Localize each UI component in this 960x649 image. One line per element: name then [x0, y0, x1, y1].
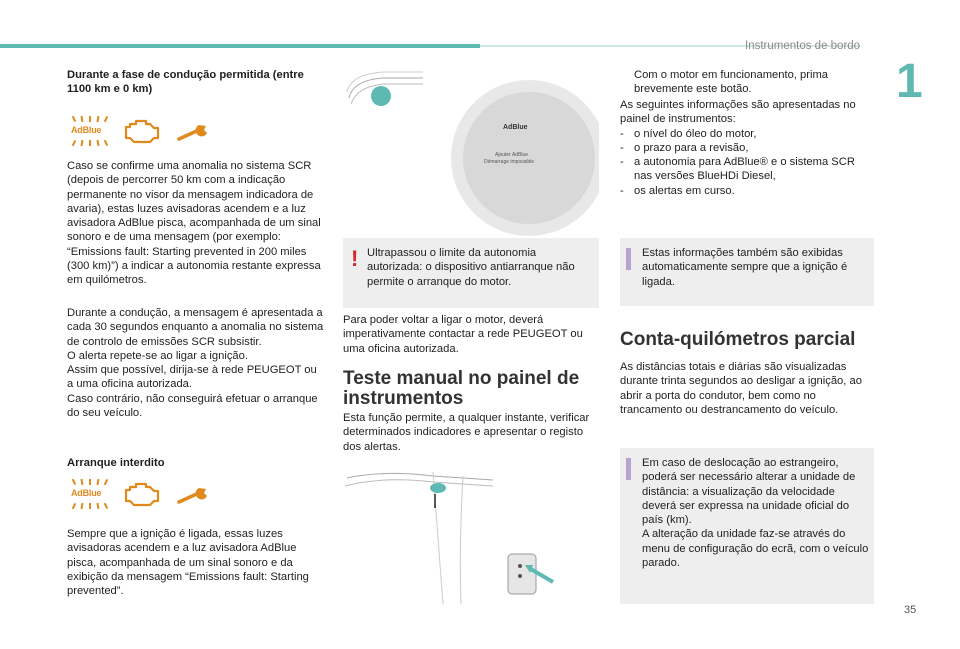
gauge-message-add: Ajouter AdBlue: [495, 152, 529, 158]
header-accent-bar: [0, 44, 480, 48]
info-icon: [626, 458, 631, 480]
info-note-units: [620, 448, 874, 604]
info-note-units-text: Em caso de deslocação ao estrangeiro, poderá ser necessário alterar a unidade de distância: a visualização da velocidade deverá ser expressa na unidade oficial do país (km). A alteração da unidade faz-se através do menu de configuração do ecrã, com o veículo parado.: [642, 457, 869, 570]
trip-reset-button: [430, 483, 446, 493]
info-list: [620, 98, 874, 198]
warning-note: [343, 238, 599, 308]
paragraph-line: Durante a condução, a mensagem é apresentada a cada 30 segundos enquanto a anomalia no sistema de controlo de emissões SCR subsistir.: [67, 307, 324, 348]
adblue-lamp-label: AdBlue: [71, 125, 102, 135]
adblue-lamp-label: AdBlue: [71, 488, 102, 498]
engine-fault-icon: [123, 480, 163, 508]
paragraph-line: Assim que possível, dirija-se à rede PEUGEOT ou a uma oficina autorizada.: [67, 364, 317, 391]
heading-driving-phase: Durante a fase de condução permitida (entre 1100 km e 0 km): [67, 69, 304, 96]
paragraph-start-prohibited: Sempre que a ignição é ligada, essas luzes avisadoras acendem e a luz avisadora AdBlue pisca, acompanhada de um sinal sonoro e da exibição da mensagem “Emissions fault: Starting prevented”.: [67, 528, 309, 598]
list-item: - o nível do óleo do motor,: [620, 127, 757, 140]
service-wrench-icon: [175, 480, 215, 508]
warning-icon: !: [351, 246, 359, 271]
indicator-dot: [371, 86, 391, 106]
paragraph-contact-network: Para poder voltar a ligar o motor, deverá imperativamente contactar a rede PEUGEOT ou uma oficina autorizada.: [343, 314, 583, 355]
warning-text: Ultrapassou o limite da autonomia autorizada: o dispositivo antiarranque não permite o arranque do motor.: [367, 247, 575, 288]
info-icon: [626, 248, 631, 270]
instrument-panel-illustration: [343, 68, 599, 236]
gauge-adblue-label: AdBlue: [503, 124, 528, 131]
chapter-number: 1: [896, 55, 923, 108]
paragraph-line: O alerta repete-se ao ligar a ignição.: [67, 349, 248, 362]
list-item: - o prazo para a revisão,: [620, 141, 749, 154]
paragraph-driving-message: [67, 306, 325, 420]
paragraph-scr-fault: Caso se confirme uma anomalia no sistema SCR (depois de percorrer 50 km com a indicação permanente no visor da mensagem indicadora de avaria), estas luzes avisadoras acendem e a luz avisadora AdBlue pisca, acompanhada de um sinal sonoro e de uma mensagem (por exemplo: “Emissions fault: Starting prevented in 200 miles (300 km)”) a indicar a autonomia restante expressa em quilómetros.: [67, 160, 321, 287]
paragraph-manual-test: Esta função permite, a qualquer instante, verificar determinados indicadores e apresentar o registo dos alertas.: [343, 412, 590, 453]
step-press-button: [620, 68, 874, 97]
dashboard-button-illustration: [343, 466, 599, 606]
section-title: Instrumentos de bordo: [745, 40, 861, 52]
heading-manual-test: Teste manual no painel de instrumentos: [343, 368, 580, 409]
adblue-lamp-icon: [67, 116, 111, 146]
adblue-lamp-icon: [67, 479, 111, 509]
heading-start-prohibited: Arranque interdito: [67, 457, 165, 469]
gauge-message-start: Démarrage impossible: [484, 159, 535, 165]
list-item: - a autonomia para AdBlue® e o sistema SCR nas versões BlueHDi Diesel,: [620, 156, 855, 183]
list-item: - os alertas em curso.: [620, 184, 735, 197]
paragraph-line: Caso contrário, não conseguirá efetuar o arranque do seu veículo.: [67, 392, 318, 420]
page-number: 35: [904, 604, 917, 616]
service-wrench-icon: [175, 117, 215, 145]
paragraph-trip-meter: As distâncias totais e diárias são visualizadas durante trinta segundos ao desligar a ignição, ao abrir a porta do condutor, bem como no trancamento ou destrancamento do veículo.: [620, 361, 862, 416]
info-note-text: Estas informações também são exibidas automaticamente sempre que a ignição é ligada.: [642, 247, 848, 288]
engine-fault-icon: [123, 117, 163, 145]
info-list-intro: As seguintes informações são apresentadas no painel de instrumentos:: [620, 99, 856, 126]
info-note-auto-display: [620, 238, 874, 306]
heading-trip-meter: Conta-quilómetros parcial: [620, 329, 856, 350]
step-text: Com o motor em funcionamento, prima brevemente este botão.: [634, 69, 828, 96]
warning-lamps-row-2: [67, 479, 215, 509]
warning-lamps-row-1: [67, 116, 215, 146]
step-marker-icon: [620, 68, 634, 97]
stalk-control: [508, 554, 536, 594]
